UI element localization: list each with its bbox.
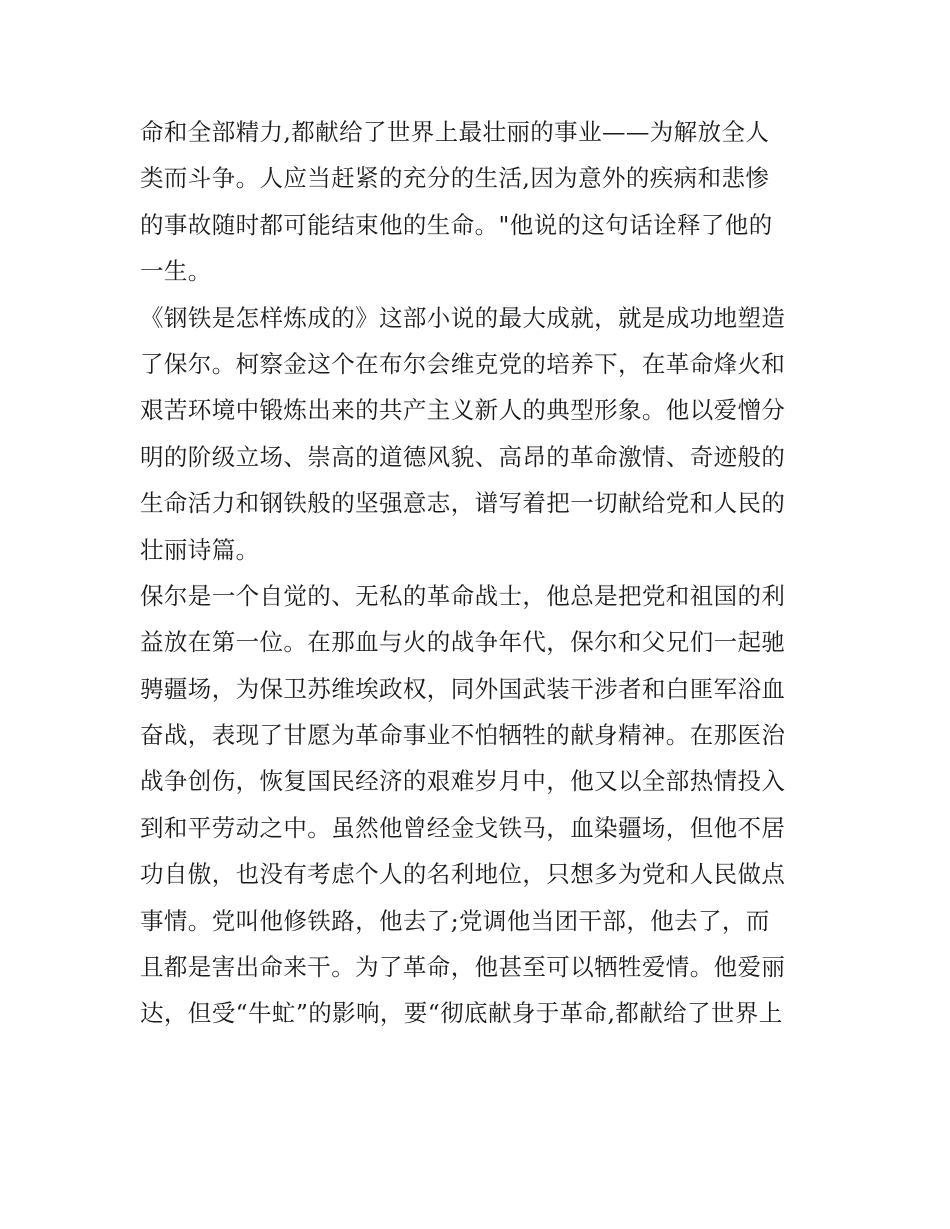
text-line: 达，但受“牛虻”的影响，要“彻底献身于革命,都献给了世界上 xyxy=(140,999,783,1028)
text-line: 功自傲，也没有考虑个人的名利地位，只想多为党和人民做点 xyxy=(140,860,786,889)
text-line: 保尔是一个自觉的、无私的革命战士，他总是把党和祖国的利 xyxy=(140,581,786,610)
text-line: 类而斗争。人应当赶紧的充分的生活,因为意外的疾病和悲惨 xyxy=(140,164,770,193)
text-line: 战争创伤，恢复国民经济的艰难岁月中，他又以全部热情投入 xyxy=(140,767,786,796)
text-line: 的事故随时都可能结束他的生命。"他说的这句话诠释了他的 xyxy=(140,210,773,239)
text-line: 骋疆场，为保卫苏维埃政权，同外国武装干涉者和白匪军浴血 xyxy=(140,674,786,703)
body-text xyxy=(140,109,820,1037)
text-line: 一生。 xyxy=(140,257,212,286)
text-line: 《钢铁是怎样炼成的》这部小说的最大成就，就是成功地塑造 xyxy=(140,303,786,332)
text-line: 奋战，表现了甘愿为革命事业不怕牺牲的献身精神。在那医治 xyxy=(140,721,786,750)
text-line: 事情。党叫他修铁路，他去了;党调他当团干部，他去了，而 xyxy=(140,906,770,935)
text-line: 艰苦环境中锻炼出来的共产主义新人的典型形象。他以爱憎分 xyxy=(140,396,786,425)
text-line: 壮丽诗篇。 xyxy=(140,535,260,564)
text-line: 命和全部精力,都献给了世界上最壮丽的事业——为解放全人 xyxy=(140,118,770,146)
text-line: 明的阶级立场、崇高的道德风貌、高昂的革命激情、奇迹般的 xyxy=(140,442,786,471)
text-line: 到和平劳动之中。虽然他曾经金戈铁马，血染疆场，但他不居 xyxy=(140,813,786,842)
text-line: 且都是害出命来干。为了革命，他甚至可以牺牲爱情。他爱丽 xyxy=(140,953,786,982)
text-line: 生命活力和钢铁般的坚强意志，谱写着把一切献给党和人民的 xyxy=(140,489,786,518)
text-line: 了保尔。柯察金这个在布尔会维克党的培养下，在革命烽火和 xyxy=(140,349,786,378)
text-line: 益放在第一位。在那血与火的战争年代，保尔和父兄们一起驰 xyxy=(140,628,786,657)
